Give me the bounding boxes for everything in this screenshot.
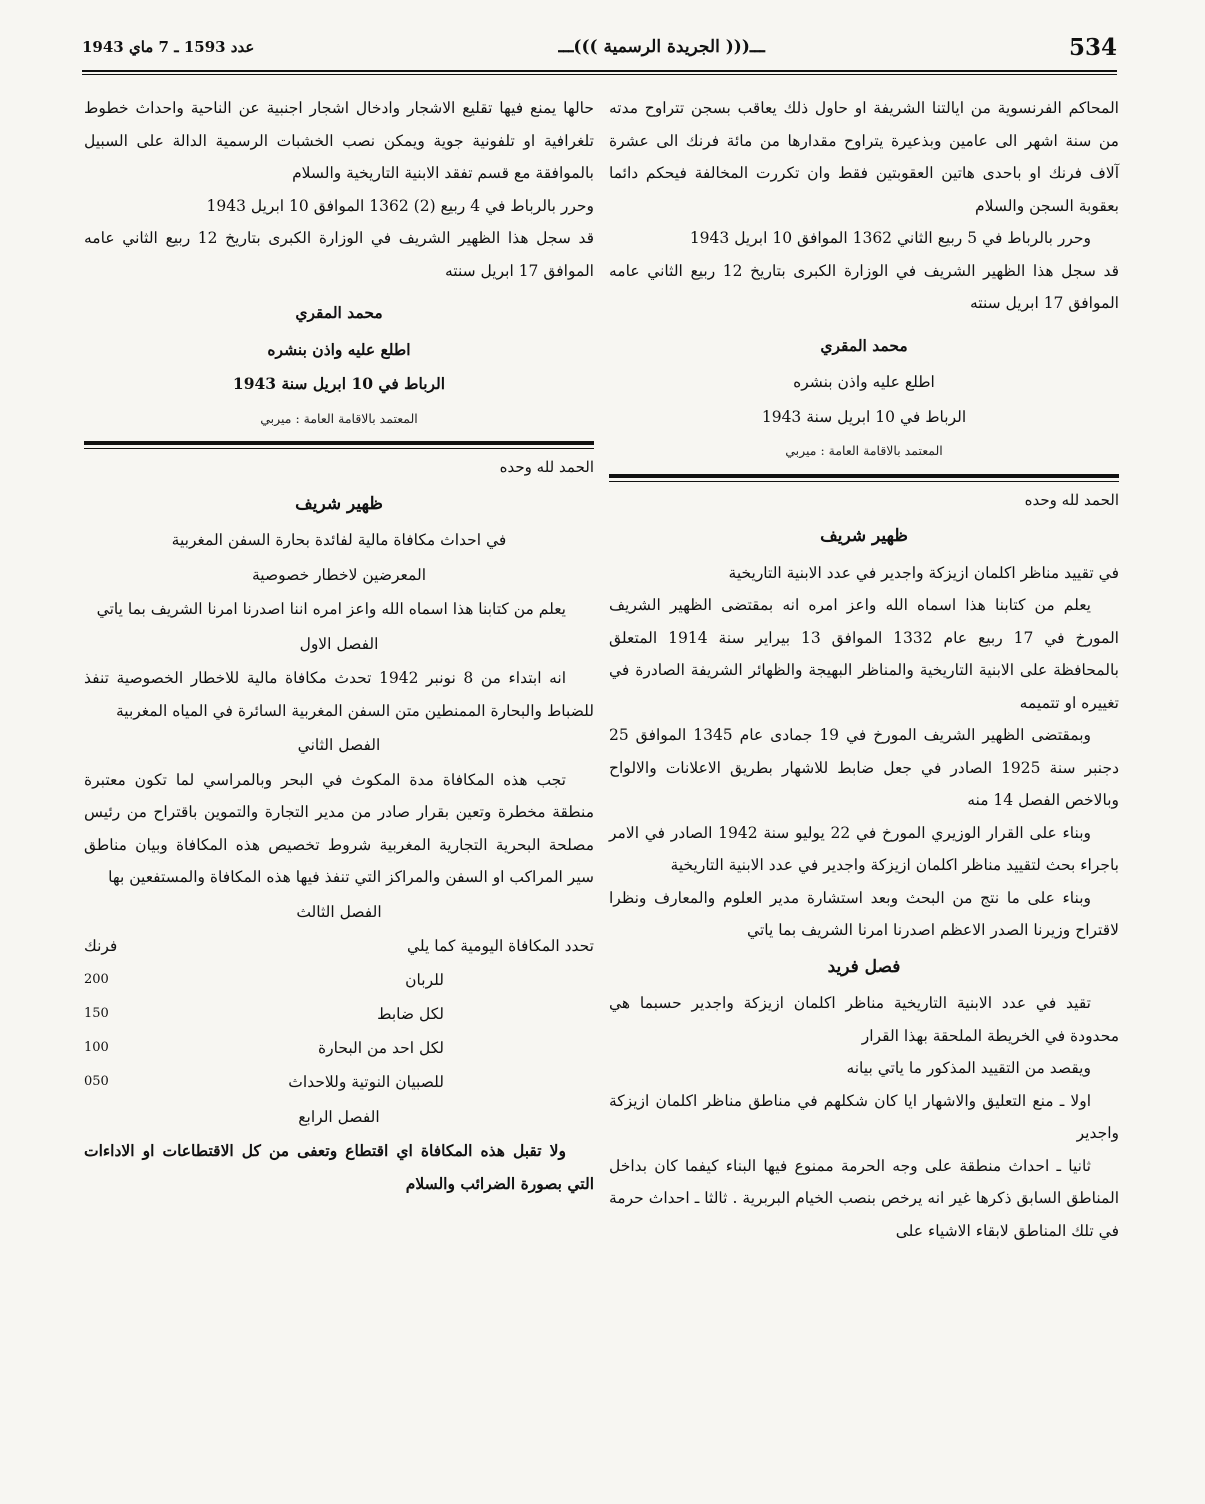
rate-row (84, 1031, 594, 1065)
date-line: وحرر بالرباط في 4 ربيع (2) 1362 الموافق 10 ابريل 1943 (206, 196, 594, 215)
chapter-paragraph: انه ابتداء من 8 نونبر 1942 تحدث مكافاة مالية للاخطار الخصوصية تنفذ للضباط والبحارة الممنطين متن السفن المغربية السائرة في المياه المغربية (84, 669, 594, 720)
rate-label: لكل احد من البحارة (318, 1038, 444, 1057)
decree-subject-line-2: المعرضين لاخطار خصوصية (251, 565, 427, 584)
chapter-paragraph: تجب هذه المكافاة مدة المكوث في البحر وبالمراسي لما تكون معتبرة منطقة مخطرة وتعين بقرار صادر من مدير التجارة والتموين باقتراح من رئيس مصلحة البحرية التجارية المغربية شروط تخصيص هذه المكافاة وبيان مناطق سير المراكب او السفن والمراكز التي تنفذ فيها هذه المكافاة والمستفعين بها (84, 770, 594, 886)
decree-continuation: المحاكم الفرنسوية من ايالتنا الشريفة او حاول ذلك يعاقب بسجن تتراوح مدته من سنة اشهر الى عامين وبذعيرة يتراوح مقدارها من مائة فرنك الى عشرة آلاف فرنك او باحدى هاتين العقوبتين فقط وان تكررت المخالفة فيحكم دائما بعقوبة السجن والسلام (609, 99, 1119, 215)
rate-row (84, 997, 594, 1031)
rate-value: 100 (84, 1039, 109, 1055)
approval: اطلع عليه واذن بنشره (267, 339, 411, 359)
decree-title: ظهير شريف (820, 526, 908, 546)
issue-number: عدد 1593 ـ 7 ماي 1943 (82, 38, 255, 56)
gazette-title: ـــ((( الجريدة الرسمية )))ـــ (558, 37, 765, 57)
approval: اطلع عليه واذن بنشره (793, 373, 935, 391)
resident-general: المعتمد بالاقامة العامة : ميربي (260, 410, 418, 426)
page-header (82, 30, 1117, 64)
signature: محمد المقري (820, 335, 908, 355)
rates-intro: تحدد المكافاة اليومية كما يلي (406, 937, 594, 955)
rate-label: للصبيان النوتية وللاحداث (288, 1072, 444, 1091)
rate-value: 150 (84, 1005, 109, 1021)
approval-place: الرباط في 10 ابريل سنة 1943 (232, 374, 446, 393)
chapter-title: الفصل الرابع (298, 1107, 380, 1126)
date-line: وحرر بالرباط في 5 ربيع الثاني 1362 الموافق 10 ابريل 1943 (689, 229, 1091, 247)
rate-row (84, 1065, 594, 1099)
page-number: 534 (1068, 33, 1117, 61)
header-rule-thin (82, 74, 1117, 75)
signature: محمد المقري (295, 303, 383, 322)
chapter-paragraph: ويقصد من التقييد المذكور ما ياتي بيانه (846, 1059, 1091, 1077)
chapter-title: الفصل الثاني (297, 736, 381, 754)
chapter-paragraph: ولا تقبل هذه المكافاة اي اقتطاع وتعفى من كل الاقتطاعات او الاداءات التي بصورة الضرائب والسلام (84, 1141, 594, 1193)
rates-unit: فرنك (84, 937, 118, 955)
left-column (84, 92, 594, 1200)
preamble-paragraph: يعلم من كتابنا هذا اسماه الله واعز امره انه بمقتضى الظهير الشريف المورخ في 17 ربيع عام 1332 الموافق 13 بيراير سنة 1914 المتعلق بالمحافظة على الابنية التاريخية والمناظر البهيجة والظهائر الشريفة الصادرة في تغييره او تتميمه (609, 596, 1119, 712)
rates-list (84, 963, 594, 1099)
chapter-title: الفصل الثالث (296, 902, 382, 921)
preamble-paragraph: وبناء على القرار الوزيري المورخ في 22 يوليو سنة 1942 الصادر في الامر باجراء بحث لتقييد مناظر اكلمان ازيزكة واجدير في عدد الابنية التاريخية (609, 823, 1119, 874)
decree-subject: في تقييد مناظر اكلمان ازيزكة واجدير في عدد الابنية التاريخية (728, 563, 1119, 582)
chapter-title: الفصل الاول (299, 634, 379, 653)
rates-header (84, 930, 594, 963)
section-separator (84, 441, 594, 445)
preamble-paragraph: وبناء على ما نتج من البحث وبعد استشارة مدير العلوم والمعارف ونظرا لاقتراح وزيرنا الصدر الاعظم اصدرنا امرنا الشريف بما ياتي (609, 888, 1119, 939)
approval-place: الرباط في 10 ابريل سنة 1943 (761, 407, 967, 426)
decree-subject-line-1: في احداث مكافاة مالية لفائدة بحارة السفن المغربية (171, 531, 507, 549)
decree-continuation: حالها يمنع فيها تقليع الاشجار وادخال اشجار اجنبية عن الناحية واحداث خطوط تلغرافية او تلفونية جوية ويمكن نصب الخشبات الرسمية الدالة على السبيل بالموافقة مع قسم تفقد الابنية التاريخية والسلام (84, 99, 594, 182)
rate-label: لكل ضابط (377, 1004, 444, 1023)
registration-note: قد سجل هذا الظهير الشريف في الوزارة الكبرى بتاريخ 12 ربيع الثاني عامه الموافق 17 ابريل سنته (609, 261, 1119, 312)
registration-note: قد سجل هذا الظهير الشريف في الوزارة الكبرى بتاريخ 12 ربيع الثاني عامه الموافق 17 ابريل سنته (84, 229, 594, 280)
chapter-paragraph: تقيد في عدد الابنية التاريخية مناظر اكلمان ازيزكة واجدير حسبما هي محدودة في الخريطة الملحقة بهذا القرار (609, 994, 1119, 1045)
header-rule (82, 70, 1117, 72)
chapter-paragraph: اولا ـ منع التعليق والاشهار ايا كان شكلهم في مناطق مناظر اكلمان ازيزكة واجدير (609, 1091, 1119, 1142)
decree-title: ظهير شريف (295, 493, 383, 514)
right-column (609, 92, 1119, 1247)
rate-row (84, 963, 594, 997)
rate-label: للربان (405, 970, 444, 989)
basmala: الحمد لله وحده (1024, 490, 1119, 509)
rate-value: 050 (84, 1073, 109, 1089)
resident-general: المعتمد بالاقامة العامة : ميربي (785, 443, 943, 458)
preamble-paragraph: وبمقتضى الظهير الشريف المورخ في 19 جمادى عام 1345 الموافق 25 دجنبر سنة 1925 الصادر في جعل ضابط للاشهار بطريق الاعلانات والالواح وبالاخص الفصل 14 منه (609, 726, 1119, 809)
chapter-paragraph: ثانيا ـ احداث منطقة على وجه الحرمة ممنوع فيها البناء كيفما كان بداخل المناطق السابق ذكرها غير انه يرخص بنصب الخيام البربرية . ثالثا ـ احداث حرمة في تلك المناطق لابقاء الاشياء على (609, 1156, 1119, 1240)
chapter-title: فصل فريد (827, 956, 901, 977)
preamble-paragraph: يعلم من كتابنا هذا اسماه الله واعز امره اننا اصدرنا امرنا الشريف بما ياتي (96, 600, 566, 618)
rate-value: 200 (84, 971, 109, 987)
basmala: الحمد لله وحده (499, 458, 594, 476)
section-separator (609, 474, 1119, 478)
